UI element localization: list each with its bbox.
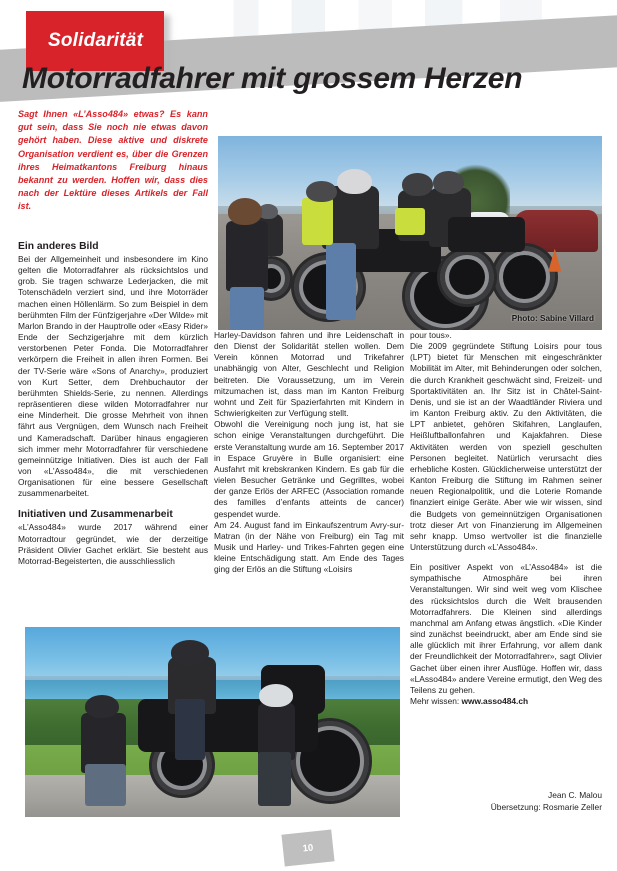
page-title: Motorradfahrer mit grossem Herzen (22, 62, 523, 95)
photo-child-hi-vis-vest (302, 198, 333, 245)
photo-rider-2-vest (395, 208, 426, 235)
text-column-2 (214, 330, 404, 575)
photo-right-front-wheel (491, 243, 558, 311)
photo-children-motorcycle (25, 627, 400, 817)
col2-paragraph-1: Harley-Davidson fahren und ihre Leidenschaft in den Dienst der Solidarität stellen wollen. Dem Verein können Motorrad und Trikefahrer unabhängig von Alter, Geschlecht und Religion beitreten. Die Voraussetzung, um im Verein mitzumachen ist, dass man im Kanton Freiburg wohnt und Zeit für Spazierfahrten mit Kindern in Schwierigkeiten zur Verfügung stellt. (214, 330, 404, 419)
subheading-initiativen: Initiativen und Zusammenarbeit (18, 509, 173, 521)
subheading-ein-anderes-bild: Ein anderes Bild (18, 241, 99, 252)
more-info-label: Mehr wissen: (410, 696, 462, 706)
col3-paragraph-2: Die 2009 gegründete Stiftung Loisirs pour tous (LPT) bietet für Menschen mit eingeschränkter Mobilität im Alter, mit Behinderungen oder solchen, die durch Krankheit geschwächt sind, Freizeit- und Sportaktivitäten an. Ihr Sitz ist in Châtel-Saint-Denis, und sie ist an der Waadtländer Riviera und im Kanton Freiburg aktiv. Zu den Aktivitäten, die LPT anbietet, gehören Skifahren, Langlaufen, Heißluftballonfahren und Kajakfahren. Diese Aktivitäten werden von speziell geschulten Personen begleitet. Natürlich verursacht dies erhebliche Kosten. Glücklicherweise unterstützt der Kanton Freiburg die Stiftung im Rahmen seiner neuen Regionalpolitik, und die Loterie Romande finanziert einige Geräte. Aber wie wir wissen, sind die Budgets von gemeinnützigen Organisationen trotz dieser Art von Finanzierung im Allgemeinen sehr knapp. Umso wertvoller ist die finanzielle Unterstützung durch «L’Asso484». (410, 341, 602, 552)
lead-paragraph: Sagt Ihnen «L’Asso484» etwas? Es kann gut sein, dass Sie noch nie etwas davon gehört haben. Diese aktive und diskrete Organisation verdient es, über die Grenzen ihres Heimatkantons Freiburg hinaus bekannt zu werden. Hoffen wir, dass dies nach der Lektüre dieses Artikels der Fall ist. (18, 109, 208, 212)
col3-paragraph-1: pour tous». (410, 330, 452, 340)
photo-bottom-boy-right-legs (258, 752, 292, 805)
photo-child-foreground (226, 221, 268, 291)
photo-main-rider-jeans (326, 243, 357, 321)
photo-caption: Photo: Sabine Villard (511, 314, 594, 323)
photo-main-rider-helmet (337, 169, 372, 194)
photo-child-jeans (230, 287, 265, 330)
translator-name: Übersetzung: Rosmarie Zeller (490, 801, 602, 812)
photo-child-helmet (306, 181, 337, 202)
photo-child-head (228, 198, 263, 225)
photo-bottom-girl-helmet (171, 640, 209, 665)
photo-rider-3-helmet (433, 171, 464, 194)
photo-right-rear-wheel (437, 247, 497, 307)
page-header (0, 0, 617, 122)
photo-bottom-boy-left-jeans (85, 764, 126, 806)
col1-paragraph-2: «L’Asso484» wurde 2017 während einer Motorradtour gegründet, wie der derzeitige Präsident Olivier Gachet erklärt. Sie besteht aus Motorrad-Begeisterten, die ausschliesslich (18, 522, 208, 566)
photo-bottom-boy-left-helmet (85, 695, 119, 718)
col2-paragraph-3: Am 24. August fand im Einkaufszentrum Avry-sur-Matran (in der Nähe von Freiburg) ein Tag mit Musik und Harley- und Trikes-Fahrten gegen eine kleine Entschädigung statt. Am Ende des Tages ging der Erlös an die Stiftung «Loisirs (214, 519, 404, 575)
col3-paragraph-3: Ein positiver Aspekt von «L’Asso484» ist die sympathische Atmosphäre bei ihren Veranstaltungen. Wir sind weit weg vom Klischee des rücksichtslos durch die Welt brausenden Motorradfahrers. Die Kleinen sind allerdings manchmal am Anfang etwas ängstlich. «Die Kinder sind zunächst beeindruckt, aber am Ende sind sie alle glücklich mit ihrer Erfahrung, vor allem dank der Freundlichkeit der Motorradfahrer», sagt Olivier Gachet über einen ihrer Ausflüge. Hoffen wir, dass «LAsso484» andere Vereine ermutigt, den Weg des Teilens zu gehen. (410, 562, 602, 695)
photo-motorcycle-group (218, 136, 602, 330)
text-column-1 (18, 240, 208, 567)
col1-paragraph-1: Bei der Allgemeinheit und insbesondere im Kino gelten die Motorradfahrer als rücksichtslos und grob. Sie tragen schwarze Lederjacken, die mit Totenschädeln verziert sind, und ihre Motorräder machen einen Höllenlärm. So zum Beispiel in dem berühmten Film der Fünfzigerjahre «Der Wilde» mit Marlon Brando in der Hauptrolle oder «Easy Rider» Ende der Sechzigerjahre mit dem kürzlich verstorbenen Peter Fonda. Die Motorradfahrer verkörpern die Freiheit in allen ihren Formen. Bei der TV-Serie wäre «Sons of Anarchy», produziert von Kurt Setter, dem Drehbuchautor der berühmten Shields-Serie, zu nennen. Allerdings repräsentieren diese wilden Motorradfahrer nur eine Minderheit. Die grosse Mehrheit von ihnen fährt aus Vergnügen, dem Wunsch nach Freiheit und Kameradschaft. Darüber hinaus engagieren sich immer mehr Motorradfahrer für verschiedene gemeinnützige Initiativen. Dies ist auch der Fall von «L’Asso484», die mit verschiedenen Organisationen für eine bessere Gesellschaft zusammenarbeitet. (18, 254, 208, 499)
author-name: Jean C. Malou (548, 790, 602, 800)
photo-bottom-girl-legs (175, 699, 205, 760)
text-column-3 (410, 330, 602, 707)
photo-right-motorcycle (448, 217, 525, 252)
more-info-line (410, 696, 602, 707)
page-number: 10 (302, 841, 314, 855)
website-link[interactable]: www.asso484.ch (461, 696, 529, 706)
kicker-label: Solidarität (48, 30, 144, 51)
paragraph-spacer (18, 499, 208, 508)
byline-block (410, 790, 602, 814)
col2-paragraph-2: Obwohl die Vereinigung noch jung ist, hat sie schon einige Veranstaltungen durchgeführt. Die erste Veranstaltung wurde am 16. September 2017 in Espace Gruyère in Bulle organisiert: eine Ausfahrt mit krebskranken Kindern. Es gab für die vielen Besucher Getränke und Gegrilltes, wobei der ganze Erlös der ARFEC (Association romande des familles d’enfants atteints de cancer) gespendet wurde. (214, 419, 404, 519)
paragraph-spacer (410, 553, 602, 562)
photo-bottom-boy-right-cap (259, 684, 293, 707)
